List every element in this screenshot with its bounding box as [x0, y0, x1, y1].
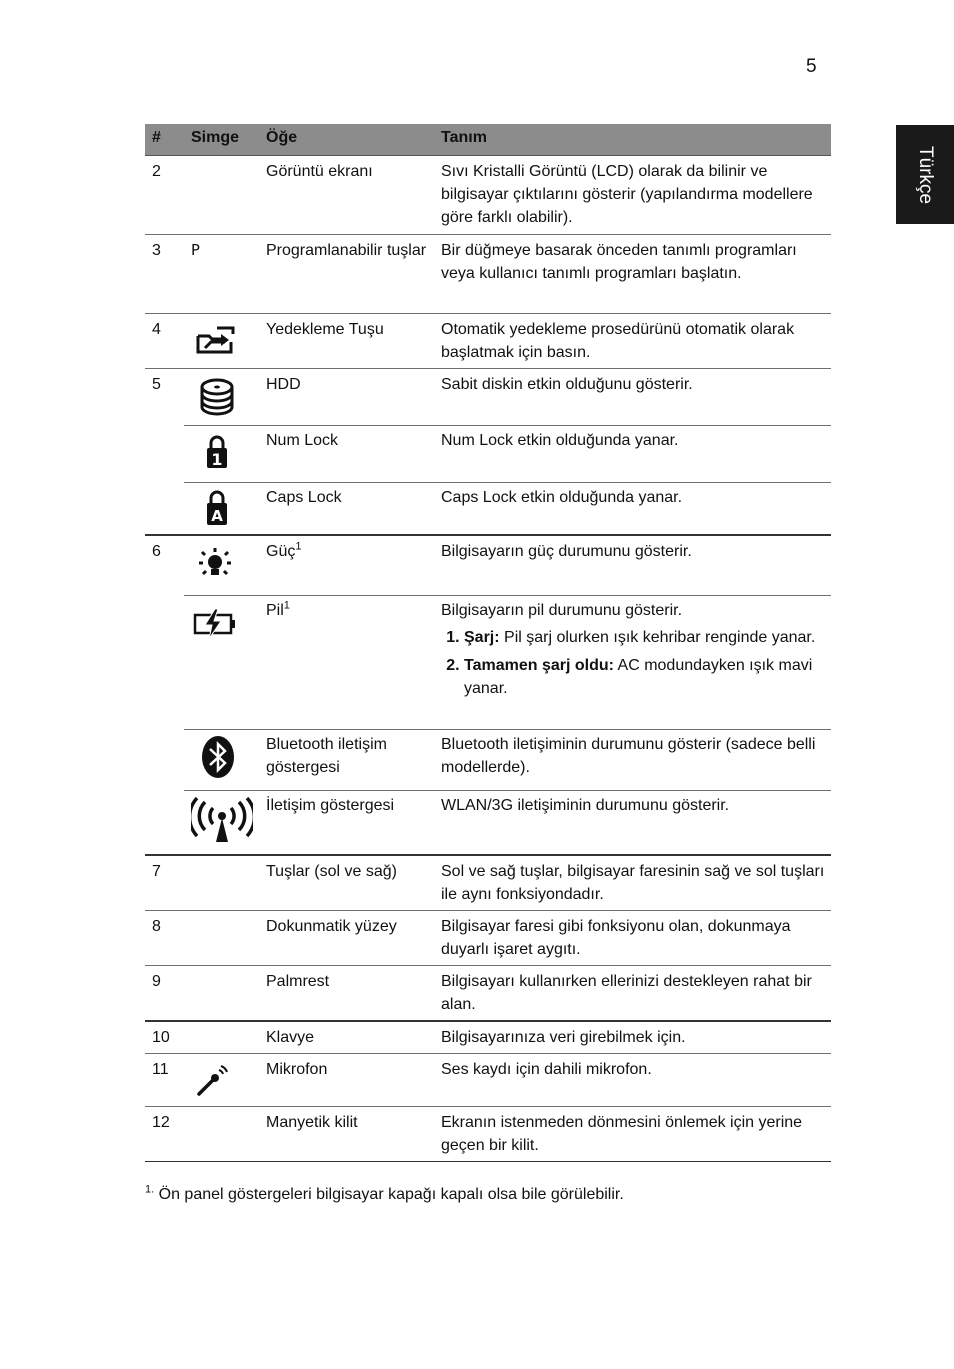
bluetooth-icon [201, 735, 235, 779]
row-desc: WLAN/3G iletişiminin durumunu gösterir. [441, 797, 730, 814]
table-row [145, 790, 831, 856]
row-num: 3 [152, 242, 161, 259]
row-desc: Ses kaydı için dahili mikrofon. [441, 1061, 652, 1078]
table-row [145, 1107, 831, 1162]
list-item-text: AC modundayken ışık mavi yanar. [464, 657, 813, 697]
wireless-icon [191, 796, 253, 844]
list-item-text: Pil şarj olurken ışık kehribar renginde yanar. [499, 629, 816, 646]
row-desc: Bluetooth iletişiminin durumunu gösterir (sadece belli modellerde). [441, 736, 816, 776]
row-item: Yedekleme Tuşu [266, 321, 384, 338]
row-item [266, 540, 431, 563]
row-item [266, 599, 431, 622]
list-item-title: Şarj: [464, 629, 500, 646]
row-item: Görüntü ekranı [266, 163, 373, 180]
row-item: Manyetik kilit [266, 1114, 358, 1131]
header-item: Öğe [266, 129, 298, 146]
table-row [145, 314, 831, 369]
footnote-ref: 1 [295, 540, 302, 553]
row-item: Tuşlar (sol ve sağ) [266, 863, 397, 880]
row-num: 11 [152, 1061, 169, 1078]
row-num: 8 [152, 918, 161, 935]
battery-icon [193, 609, 237, 639]
language-tab [896, 125, 954, 224]
row-num: 2 [152, 163, 161, 180]
row-desc: Bilgisayarınıza veri girebilmek için. [441, 1029, 686, 1046]
power-icon [197, 546, 233, 582]
table-row [145, 536, 831, 595]
language-tab-label: Türkçe [915, 145, 936, 205]
row-item: HDD [266, 376, 301, 393]
table-row [145, 156, 831, 235]
num-lock-icon [206, 435, 228, 469]
row-desc: Sabit diskin etkin olduğunu gösterir. [441, 376, 693, 393]
page-number: 5 [806, 56, 817, 77]
row-item: Num Lock [266, 432, 339, 449]
row-desc: Bilgisayar faresi gibi fonksiyonu olan, dokunmaya duyarlı işaret aygıtı. [441, 918, 791, 958]
footnote-text: Ön panel göstergeleri bilgisayar kapağı kapalı olsa bile görülebilir. [154, 1186, 624, 1203]
backup-icon [195, 324, 237, 356]
row-desc: Bilgisayarın güç durumunu gösterir. [441, 543, 692, 560]
table-row [145, 856, 831, 911]
table-row [145, 482, 831, 536]
table-row [145, 425, 831, 482]
item-label: Güç [266, 543, 296, 560]
hdd-icon [199, 377, 235, 417]
row-item: Klavye [266, 1029, 315, 1046]
row-num: 5 [152, 376, 161, 393]
row-num: 4 [152, 321, 161, 338]
table-row [145, 235, 831, 314]
row-desc: Otomatik yedekleme prosedürünü otomatik olarak başlatmak için basın. [441, 321, 795, 361]
header-num: # [152, 129, 161, 146]
row-item: Palmrest [266, 973, 330, 990]
microphone-icon [195, 1062, 231, 1098]
row-desc: Num Lock etkin olduğunda yanar. [441, 432, 679, 449]
row-item: İletişim göstergesi [266, 797, 395, 814]
row-num: 9 [152, 973, 161, 990]
svg-text:1: 1 [211, 450, 223, 469]
list-item-title: Tamamen şarj oldu: [464, 657, 614, 674]
row-num: 10 [152, 1029, 170, 1046]
row-desc: Sıvı Kristalli Görüntü (LCD) olarak da bilinir ve bilgisayar çıktılarını gösterir (yapılandırma modellere göre farklı olabilir). [441, 163, 813, 226]
row-item: Caps Lock [266, 489, 342, 506]
table-row [145, 1054, 831, 1107]
footnote-marker: 1. [145, 1183, 155, 1196]
row-item: Programlanabilir tuşlar [266, 242, 427, 259]
table-row [145, 595, 831, 729]
header-desc: Tanım [441, 129, 487, 146]
footnote [145, 1183, 624, 1204]
list-item [464, 626, 826, 649]
header-icon: Simge [191, 129, 240, 146]
table-header [145, 124, 831, 156]
row-num: 12 [152, 1114, 170, 1131]
row-item: Bluetooth iletişim göstergesi [266, 736, 387, 776]
desc-text: Bilgisayarın pil durumunu gösterir. [441, 602, 683, 619]
footnote-ref: 1 [283, 599, 290, 612]
row-num: 7 [152, 863, 161, 880]
row-num: 6 [152, 543, 161, 560]
table-row [145, 729, 831, 790]
table-row [145, 911, 831, 966]
svg-text:A: A [211, 507, 223, 525]
item-label: Pil [266, 602, 284, 619]
p-key-label: P [191, 241, 201, 259]
table-row [145, 1022, 831, 1054]
feature-table [145, 124, 831, 1162]
list-item [464, 654, 826, 700]
row-desc: Bir düğmeye basarak önceden tanımlı programları veya kullanıcı tanımlı programları başlatın. [441, 242, 797, 282]
status-list [441, 626, 826, 700]
caps-lock-icon [206, 490, 228, 526]
row-desc: Sol ve sağ tuşlar, bilgisayar faresinin sağ ve sol tuşları ile aynı fonksiyondadır. [441, 863, 825, 903]
row-desc: Bilgisayarı kullanırken ellerinizi destekleyen rahat bir alan. [441, 973, 812, 1013]
row-item: Dokunmatik yüzey [266, 918, 397, 935]
table-row [145, 966, 831, 1022]
table-row [145, 369, 831, 425]
row-desc: Ekranın istenmeden dönmesini önlemek için yerine geçen bir kilit. [441, 1114, 803, 1154]
row-item: Mikrofon [266, 1061, 328, 1078]
row-desc [441, 599, 826, 705]
row-desc: Caps Lock etkin olduğunda yanar. [441, 489, 683, 506]
